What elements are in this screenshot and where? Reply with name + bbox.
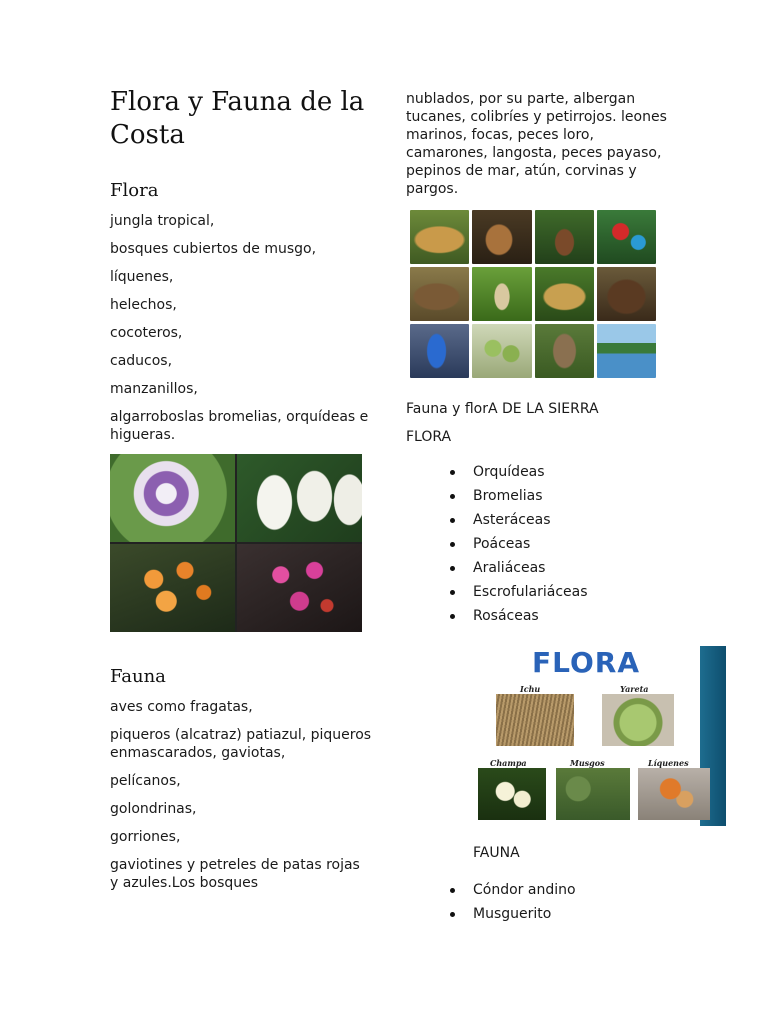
macaw-photo — [410, 324, 469, 378]
flora-item: bosques cubiertos de musgo, — [110, 241, 317, 257]
ichu-photo — [496, 694, 574, 746]
yareta-photo — [602, 694, 674, 746]
bullet-icon — [450, 494, 455, 499]
card-label: Líquenes — [648, 758, 689, 768]
musgos-photo — [556, 768, 630, 820]
flora-item: algarroboslas bromelias, orquídeas e higueras. — [110, 409, 369, 443]
champa-photo — [478, 768, 546, 820]
flora-item: jungla tropical, — [110, 213, 215, 229]
lake-photo — [597, 324, 656, 378]
flora-heading: Flora — [110, 180, 159, 201]
list-item-label: Asteráceas — [473, 512, 551, 528]
card-label: Champa — [490, 758, 527, 768]
bullet-icon — [450, 912, 455, 917]
card-label: Musgos — [570, 758, 605, 768]
card-label: Yareta — [620, 684, 649, 694]
sierra-fauna-label: FAUNA — [473, 845, 520, 861]
bullet-icon — [450, 614, 455, 619]
flora-item: helechos, — [110, 297, 177, 313]
list-item-label: Araliáceas — [473, 560, 546, 576]
fauna-item: pelícanos, — [110, 773, 181, 789]
bullet-icon — [450, 566, 455, 571]
left-column — [110, 86, 372, 902]
right-column — [406, 90, 689, 926]
list-item — [406, 508, 668, 532]
jaguar-photo — [410, 210, 469, 264]
list-item-label: Musguerito — [473, 906, 552, 922]
forest-monkey-photo — [535, 210, 594, 264]
white-orchid-photo — [237, 454, 362, 542]
card-title: FLORA — [532, 646, 641, 679]
list-item — [406, 604, 668, 628]
capybara-photo — [410, 267, 469, 321]
animal-photo-mosaic — [410, 210, 656, 378]
list-item-label: Orquídeas — [473, 464, 545, 480]
fauna-item: aves como fragatas, — [110, 699, 253, 715]
leopard-photo — [535, 267, 594, 321]
flora-infographic — [472, 646, 726, 826]
flora-item: líquenes, — [110, 269, 174, 285]
fauna-item: gorriones, — [110, 829, 181, 845]
bullet-icon — [450, 542, 455, 547]
bear-photo — [597, 267, 656, 321]
list-item — [406, 902, 668, 926]
sierra-fauna-list — [406, 878, 668, 926]
bullet-icon — [450, 518, 455, 523]
sloth-photo — [535, 324, 594, 378]
list-item-label: Poáceas — [473, 536, 531, 552]
bullet-icon — [450, 470, 455, 475]
fruit-photo — [472, 324, 531, 378]
pink-orchid-photo — [237, 544, 362, 632]
list-item — [406, 556, 668, 580]
list-item — [406, 878, 668, 902]
list-item — [406, 460, 668, 484]
fauna-heading: Fauna — [110, 666, 166, 687]
orange-flower-photo — [110, 544, 235, 632]
list-item — [406, 532, 668, 556]
fauna-item: piqueros (alcatraz) patiazul, piqueros enmascarados, gaviotas, — [110, 727, 372, 761]
list-item-label: Rosáceas — [473, 608, 539, 624]
sierra-flora-list — [406, 460, 668, 628]
sierra-heading: Fauna y florA DE LA SIERRA — [406, 401, 599, 417]
list-item — [406, 484, 668, 508]
bullet-icon — [450, 590, 455, 595]
parrot-photo — [597, 210, 656, 264]
continued-paragraph: nublados, por su parte, albergan tucanes, colibríes y petirrojos. leones marinos, focas, peces loro, camarones, langosta, peces payaso, pepinos de mar, atún, corvinas y pargos. — [406, 91, 667, 197]
list-item-label: Cóndor andino — [473, 882, 576, 898]
flora-item: caducos, — [110, 353, 173, 369]
sierra-flora-label: FLORA — [406, 429, 452, 445]
list-item-label: Escrofulariáceas — [473, 584, 588, 600]
flora-item: manzanillos, — [110, 381, 198, 397]
fauna-item: golondrinas, — [110, 801, 197, 817]
list-item-label: Bromelias — [473, 488, 543, 504]
bullet-icon — [450, 888, 455, 893]
passion-flower-photo — [110, 454, 235, 542]
flora-item: cocoteros, — [110, 325, 183, 341]
flower-photo-grid — [110, 454, 362, 632]
page-title: Flora y Fauna de la Costa — [110, 87, 365, 150]
monkey-photo — [472, 210, 531, 264]
bird-photo — [472, 267, 531, 321]
fauna-item: gaviotines y petreles de patas rojas y azules.Los bosques — [110, 857, 360, 891]
list-item — [406, 580, 668, 604]
card-label: Ichu — [520, 684, 541, 694]
liquenes-photo — [638, 768, 710, 820]
